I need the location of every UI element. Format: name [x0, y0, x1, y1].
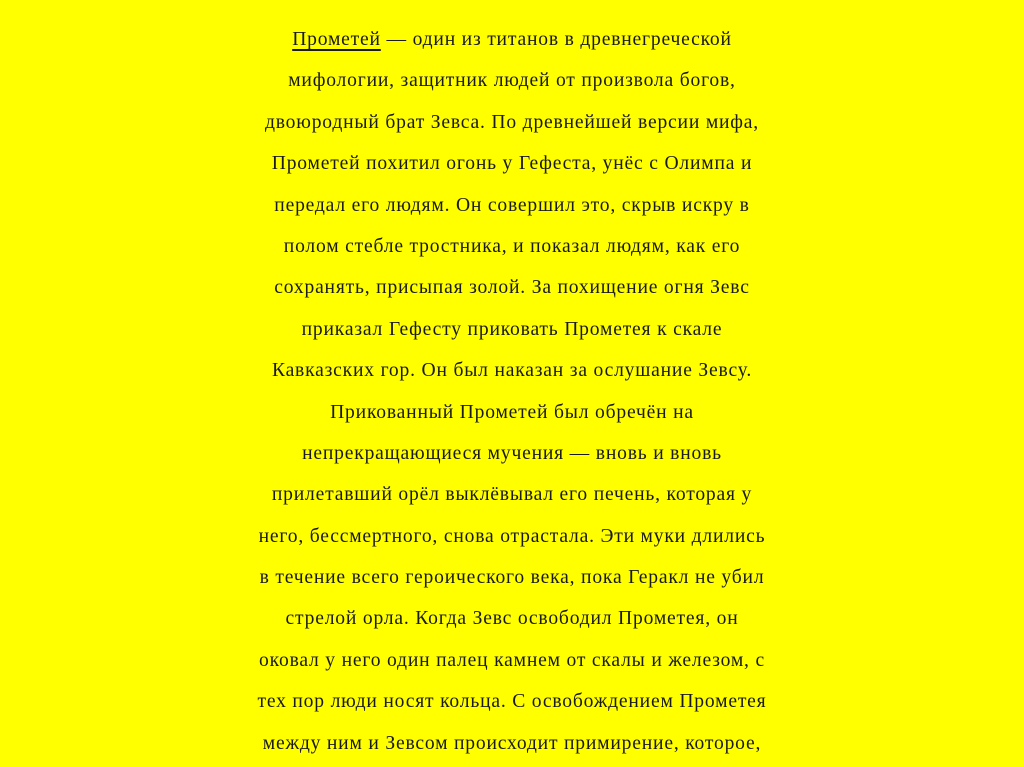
text-line-17: тех пор люди носят кольца. С освобождением Прометея [257, 691, 767, 713]
term-prometheus: Прометей [292, 29, 381, 50]
text-line-8: приказал Гефесту приковать Прометея к скале [301, 318, 723, 340]
text-line-7: сохранять, присыпая золой. За похищение огня Зевс [274, 277, 750, 299]
text-line-16: оковал у него один палец камнем от скалы и железом, с [259, 649, 765, 671]
text-line-12: прилетавший орёл выклёвывал его печень, которая у [271, 484, 753, 506]
text-line-14: в течение всего героического века, пока Геракл не убил [259, 567, 765, 589]
text-line-11: непрекращающиеся мучения — вновь и вновь [302, 442, 722, 464]
text-line-3: двоюродный брат Зевса. По древнейшей версии мифа, [264, 111, 760, 133]
text-line-13: него, бессмертного, снова отрастала. Эти муки длились [258, 525, 766, 547]
text-line-6: полом стебле тростника, и показал людям, как его [283, 235, 741, 257]
text-line-1 [0, 19, 1024, 60]
text-line-5: передал его людям. Он совершил это, скрыв искру в [274, 194, 750, 216]
text-line-15: стрелой орла. Когда Зевс освободил Прометея, он [285, 608, 739, 630]
text-line-10: Прикованный Прометей был обречён на [330, 401, 694, 423]
text-line-2: мифологии, защитник людей от произвола богов, [288, 70, 736, 92]
text-line-4: Прометей похитил огонь у Гефеста, унёс с Олимпа и [271, 153, 753, 175]
body-text [0, 19, 1024, 764]
text-line-9: Кавказских гор. Он был наказан за ослушание Зевсу. [271, 360, 753, 382]
text-line-18: между ним и Зевсом происходит примирение, которое, [262, 732, 762, 754]
first-line-rest: — один из титанов в древнегреческой [380, 29, 732, 50]
